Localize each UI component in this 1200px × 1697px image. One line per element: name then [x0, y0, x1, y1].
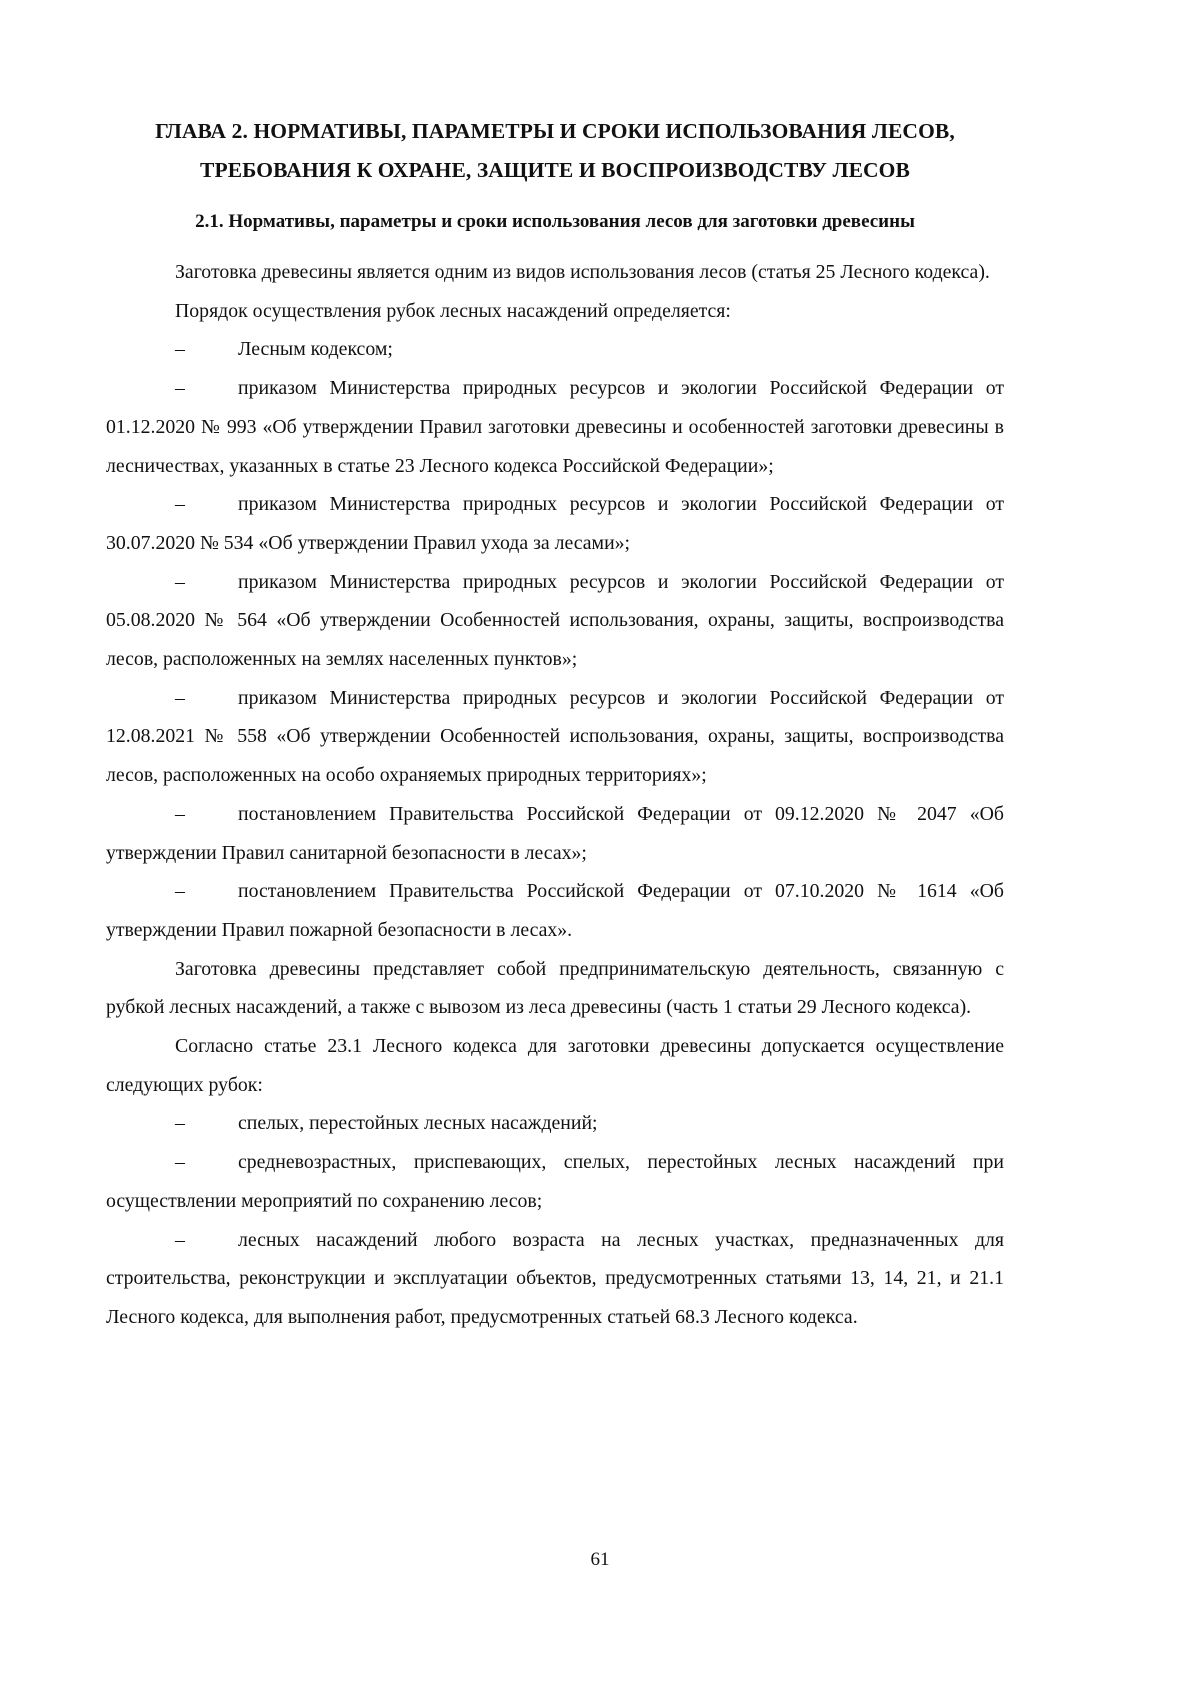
list-item — [106, 795, 1004, 872]
list-item-text: лесных насаждений любого возраста на лесных участках, предназначенных для строительства, реконструкции и эксплуатации объектов, предусмотренных статьями 13, 14, 21, и 21.1 Лесного кодекса, для выполнения работ, предусмотренных статьей 68.3 Лесного кодекса. — [106, 1228, 1004, 1328]
paragraph-2: Порядок осуществления рубок лесных насаждений определяется: — [175, 299, 731, 322]
dash-bullet: – — [175, 1228, 185, 1251]
logging-types-list — [106, 1104, 1004, 1336]
list-item — [106, 369, 1004, 485]
regulations-list — [106, 330, 1004, 949]
dash-bullet: – — [175, 570, 185, 593]
list-item — [106, 485, 1004, 562]
chapter-title — [106, 112, 1004, 190]
list-item-text: приказом Министерства природных ресурсов и экологии Российской Федерации от 05.08.2020 № 564 «Об утверждении Особенностей использования, охраны, защиты, воспроизводства лесов, расположенных на землях населенных пунктов»; — [106, 570, 1004, 671]
list-item-text: приказом Министерства природных ресурсов и экологии Российской Федерации от 01.12.2020 № 993 «Об утверждении Правил заготовки древесины и особенностей заготовки древесины в лесничествах, указанных в статье 23 Лесного кодекса Российской Федерации»; — [106, 377, 1004, 477]
list-item — [106, 563, 1004, 679]
list-item — [106, 679, 1004, 795]
body-text — [106, 253, 1004, 1337]
paragraph-3: Заготовка древесины представляет собой предпринимательскую деятельность, связанную с рубкой лесных насаждений, а также с вывозом из леса древесины (часть 1 статьи 29 Лесного кодекса). — [106, 957, 1004, 1019]
dash-bullet: – — [175, 1151, 185, 1174]
list-item — [106, 1221, 1004, 1337]
section-title: 2.1. Нормативы, параметры и сроки использования лесов для заготовки древесины — [195, 211, 915, 232]
list-item — [106, 330, 1004, 369]
list-item-text: средневозрастных, приспевающих, спелых, перестойных лесных насаждений при осуществлении мероприятий по сохранению лесов; — [106, 1151, 1004, 1212]
list-item — [106, 872, 1004, 949]
dash-bullet: – — [175, 686, 185, 709]
chapter-title-line-2: ТРЕБОВАНИЯ К ОХРАНЕ, ЗАЩИТЕ И ВОСПРОИЗВОДСТВУ ЛЕСОВ — [200, 158, 910, 182]
list-item — [106, 1104, 1004, 1143]
dash-bullet: – — [175, 802, 185, 825]
dash-bullet: – — [175, 377, 185, 400]
list-item-text: постановлением Правительства Российской Федерации от 09.12.2020 № 2047 «Об утверждении Правил санитарной безопасности в лесах»; — [106, 802, 1004, 864]
list-item-text: Лесным кодексом; — [238, 338, 393, 361]
paragraph-4: Согласно статье 23.1 Лесного кодекса для заготовки древесины допускается осуществление следующих рубок: — [106, 1035, 1004, 1096]
dash-bullet: – — [175, 338, 185, 361]
list-item-text: спелых, перестойных лесных насаждений; — [238, 1112, 598, 1135]
chapter-title-line-1: ГЛАВА 2. НОРМАТИВЫ, ПАРАМЕТРЫ И СРОКИ ИСПОЛЬЗОВАНИЯ ЛЕСОВ, — [155, 119, 955, 143]
paragraph-1: Заготовка древесины является одним из видов использования лесов (статья 25 Лесного кодекса). — [175, 261, 990, 283]
list-item-text: приказом Министерства природных ресурсов и экологии Российской Федерации от 12.08.2021 № 558 «Об утверждении Особенностей использования, охраны, защиты, воспроизводства лесов, расположенных на особо охраняемых природных территориях»; — [106, 686, 1004, 787]
list-item-text: приказом Министерства природных ресурсов и экологии Российской Федерации от 30.07.2020 № 534 «Об утверждении Правил ухода за лесами»; — [106, 493, 1004, 554]
document-page — [106, 112, 1004, 1337]
list-item — [106, 1143, 1004, 1220]
dash-bullet: – — [175, 880, 185, 903]
dash-bullet: – — [175, 1112, 185, 1135]
page-number: 61 — [590, 1549, 610, 1570]
dash-bullet: – — [175, 493, 185, 516]
list-item-text: постановлением Правительства Российской Федерации от 07.10.2020 № 1614 «Об утверждении Правил пожарной безопасности в лесах». — [106, 880, 1004, 941]
